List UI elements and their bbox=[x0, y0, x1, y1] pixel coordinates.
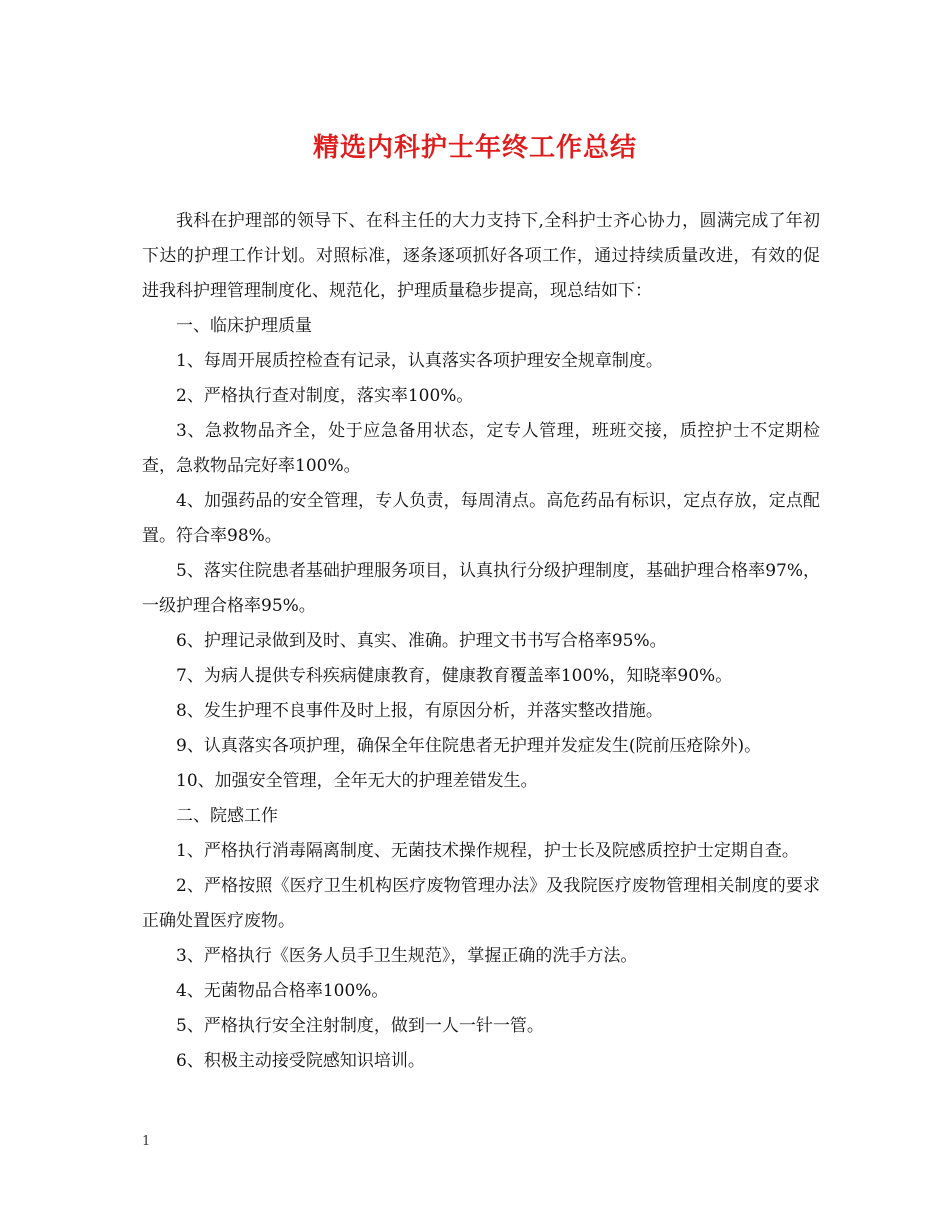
list-item: 1、严格执行消毒隔离制度、无菌技术操作规程，护士长及院感质控护士定期自查。 bbox=[176, 841, 799, 861]
list-item: 10、加强安全管理，全年无大的护理差错发生。 bbox=[176, 771, 538, 791]
section-heading-infection-control: 二、院感工作 bbox=[176, 806, 278, 826]
list-item: 4、无菌物品合格率100%。 bbox=[176, 981, 389, 1001]
list-item: 4、加强药品的安全管理，专人负责，每周清点。高危药品有标识，定点存放，定点配置。符合率98%。 bbox=[142, 491, 820, 546]
list-item: 6、积极主动接受院感知识培训。 bbox=[176, 1051, 425, 1071]
paragraph-intro: 我科在护理部的领导下、在科主任的大力支持下,全科护士齐心协力，圆满完成了年初下达的护理工作计划。对照标准，逐条逐项抓好各项工作，通过持续质量改进，有效的促进我科护理管理制度化、规范化，护理质量稳步提高，现总结如下： bbox=[142, 211, 820, 301]
list-item: 2、严格按照《医疗卫生机构医疗废物管理办法》及我院医疗废物管理相关制度的要求正确处置医疗废物。 bbox=[142, 876, 820, 931]
list-item: 7、为病人提供专科疾病健康教育，健康教育覆盖率100%，知晓率90%。 bbox=[176, 666, 733, 686]
list-item: 8、发生护理不良事件及时上报，有原因分析，并落实整改措施。 bbox=[176, 701, 663, 721]
document-title: 精选内科护士年终工作总结 bbox=[312, 133, 637, 163]
section-heading-clinical-quality: 一、临床护理质量 bbox=[176, 316, 312, 336]
list-item: 9、认真落实各项护理，确保全年住院患者无护理并发症发生(院前压疮除外)。 bbox=[176, 736, 762, 756]
list-item: 3、急救物品齐全，处于应急备用状态，定专人管理，班班交接，质控护士不定期检查，急救物品完好率100%。 bbox=[142, 421, 820, 476]
list-item: 6、护理记录做到及时、真实、准确。护理文书书写合格率95%。 bbox=[176, 631, 667, 651]
list-item: 1、每周开展质控检查有记录，认真落实各项护理安全规章制度。 bbox=[176, 351, 663, 371]
list-item: 5、严格执行安全注射制度，做到一人一针一管。 bbox=[176, 1016, 544, 1036]
list-item: 3、严格执行《医务人员手卫生规范》，掌握正确的洗手方法。 bbox=[176, 946, 638, 966]
list-item: 2、严格执行查对制度，落实率100%。 bbox=[176, 386, 474, 406]
list-item: 5、落实住院患者基础护理服务项目，认真执行分级护理制度，基础护理合格率97%，一级护理合格率95%。 bbox=[142, 561, 820, 616]
page-number: 1 bbox=[142, 1134, 151, 1149]
document-body bbox=[142, 204, 820, 1079]
